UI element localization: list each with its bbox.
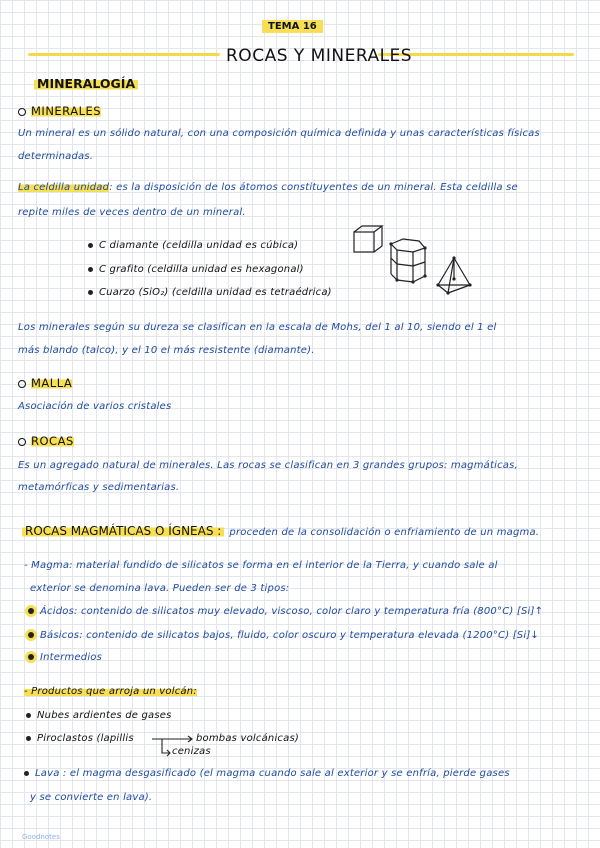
goodnotes-watermark: Goodnotes xyxy=(22,833,60,841)
crystal-list-item-1 xyxy=(88,240,298,251)
bullet-icon xyxy=(26,713,31,718)
producto-piroclastos xyxy=(26,733,134,744)
tipo-intermedios xyxy=(28,652,102,663)
rocas-heading-text: ROCAS xyxy=(31,434,74,448)
highlight-bullet-icon xyxy=(28,654,34,660)
mohs-line2: más blando (talco), y el 10 el más resistente (diamante). xyxy=(18,345,315,356)
circle-bullet-icon xyxy=(18,380,26,388)
highlight-bullet-icon xyxy=(28,608,34,614)
list-item-text: C grafito (celdilla unidad es hexagonal) xyxy=(99,264,304,275)
tipo-text: Ácidos: contenido de silicatos muy elevado, viscoso, color claro y temperatura fría (800°C) [Si]↑ xyxy=(40,606,544,617)
producto-text: Lava : el magma desgasificado (el magma cuando sale al exterior y se enfría, pierde gases xyxy=(35,768,510,779)
hexagonal-crystal-icon xyxy=(385,236,431,286)
highlight-bullet-icon xyxy=(28,632,34,638)
producto-text: Nubes ardientes de gases xyxy=(37,710,172,721)
rocas-line2: metamórficas y sedimentarias. xyxy=(18,482,180,493)
celdilla-rest: : es la disposición de los átomos constituyentes de un mineral. Esta celdilla se xyxy=(109,182,518,193)
producto-lava-line1 xyxy=(24,768,510,779)
bullet-icon xyxy=(88,290,93,295)
list-item-text: Cuarzo (SiO₂) (celdilla unidad es tetraédrica) xyxy=(99,287,332,298)
tema-label: TEMA 16 xyxy=(262,20,323,33)
magma-line2: exterior se denomina lava. Pueden ser de 3 tipos: xyxy=(30,583,290,594)
malla-text: Asociación de varios cristales xyxy=(18,401,172,412)
magmaticas-heading: ROCAS MAGMÁTICAS O ÍGNEAS : xyxy=(22,524,224,538)
rocas-heading xyxy=(18,434,74,448)
list-item-text: C diamante (celdilla unidad es cúbica) xyxy=(99,240,299,251)
magma-line1: - Magma: material fundido de silicatos se forma en el interior de la Tierra, y cuando sale al xyxy=(24,560,498,571)
mineralogia-heading: MINERALOGÍA xyxy=(34,76,138,91)
celdilla-line1 xyxy=(18,182,518,193)
rocas-line1: Es un agregado natural de minerales. Las rocas se clasifican en 3 grandes grupos: magmáticas, xyxy=(18,460,518,471)
malla-heading xyxy=(18,376,72,390)
minerales-heading xyxy=(18,104,101,118)
producto-cenizas: cenizas xyxy=(172,746,211,757)
magmaticas-heading-rest: proceden de la consolidación o enfriamiento de un magma. xyxy=(229,527,540,538)
producto-nubes xyxy=(26,710,172,721)
mohs-line1: Los minerales según su dureza se clasifican en la escala de Mohs, del 1 al 10, siendo el 1 el xyxy=(18,322,497,333)
bullet-icon xyxy=(88,243,93,248)
tipo-text: Intermedios xyxy=(40,652,103,663)
productos-heading: - Productos que arroja un volcán: xyxy=(24,686,197,697)
bullet-icon xyxy=(24,771,29,776)
producto-lava-line2: y se convierte en lava). xyxy=(30,792,153,803)
tipo-basicos xyxy=(28,630,539,641)
title-underline-left xyxy=(28,53,220,56)
celdilla-line2: repite miles de veces dentro de un mineral. xyxy=(18,207,246,218)
circle-bullet-icon xyxy=(18,108,26,116)
crystal-list-item-2 xyxy=(88,264,304,275)
bullet-icon xyxy=(26,736,31,741)
crystal-list-item-3 xyxy=(88,287,332,298)
celdilla-term: La celdilla unidad xyxy=(18,182,110,193)
producto-text: Piroclastos (lapillis xyxy=(37,733,134,744)
minerales-heading-text: MINERALES xyxy=(31,104,102,118)
page-title: ROCAS Y MINERALES xyxy=(226,46,413,66)
tipo-text: Básicos: contenido de silicatos bajos, fluido, color oscuro y temperatura elevada (1200°C) [Si]↓ xyxy=(40,630,539,641)
cube-crystal-icon xyxy=(352,224,386,254)
minerales-line2: determinadas. xyxy=(18,151,94,162)
tetrahedral-crystal-icon xyxy=(434,255,474,295)
magmaticas-heading-row xyxy=(22,520,539,539)
bullet-icon xyxy=(88,267,93,272)
malla-heading-text: MALLA xyxy=(31,376,73,390)
minerales-line1: Un mineral es un sólido natural, con una composición química definida y unas características físicas xyxy=(18,128,540,139)
producto-bombas: bombas volcánicas) xyxy=(196,733,299,744)
tipo-acidos xyxy=(28,606,543,617)
circle-bullet-icon xyxy=(18,438,26,446)
